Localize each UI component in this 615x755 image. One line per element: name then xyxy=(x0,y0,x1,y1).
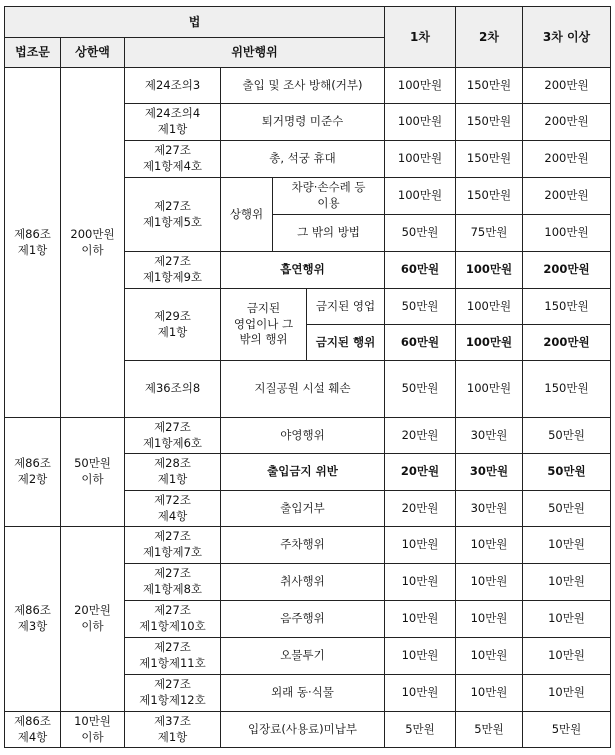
fine-second: 30만원 xyxy=(456,418,523,454)
limit-cell: 50만원 이하 xyxy=(61,418,125,527)
fine-first: 20만원 xyxy=(385,454,456,491)
fine-third: 10만원 xyxy=(523,675,611,712)
fine-third: 10만원 xyxy=(523,564,611,601)
fine-second: 10만원 xyxy=(456,601,523,638)
fine-second: 75만원 xyxy=(456,215,523,252)
limit-cell: 20만원 이하 xyxy=(61,527,125,712)
fine-second: 100만원 xyxy=(456,289,523,325)
table-row xyxy=(5,527,611,564)
header-third: 3차 이상 xyxy=(523,7,611,68)
clause-cell: 제86조 제1항 xyxy=(5,68,61,418)
fine-third: 50만원 xyxy=(523,491,611,527)
article-cell: 제37조 제1항 xyxy=(125,712,221,748)
violation-cell: 주차행위 xyxy=(221,527,385,564)
article-cell: 제72조 제4항 xyxy=(125,491,221,527)
article-cell: 제27조 제1항제11호 xyxy=(125,638,221,675)
fine-third: 150만원 xyxy=(523,289,611,325)
violation-cell: 음주행위 xyxy=(221,601,385,638)
fine-first: 10만원 xyxy=(385,564,456,601)
fine-second: 10만원 xyxy=(456,564,523,601)
fine-first: 50만원 xyxy=(385,215,456,252)
header-violation: 위반행위 xyxy=(125,38,385,68)
fine-first: 60만원 xyxy=(385,325,456,361)
fine-first: 5만원 xyxy=(385,712,456,748)
fine-second: 30만원 xyxy=(456,491,523,527)
fine-third: 200만원 xyxy=(523,141,611,178)
fine-second: 10만원 xyxy=(456,527,523,564)
fine-second: 150만원 xyxy=(456,178,523,215)
fine-first: 50만원 xyxy=(385,289,456,325)
fine-second: 30만원 xyxy=(456,454,523,491)
fine-first: 10만원 xyxy=(385,527,456,564)
violation-cell: 오물투기 xyxy=(221,638,385,675)
violation-cell: 퇴거명령 미준수 xyxy=(221,104,385,141)
fine-third: 200만원 xyxy=(523,252,611,289)
header-second: 2차 xyxy=(456,7,523,68)
violation-cell: 금지된 행위 xyxy=(307,325,385,361)
fine-first: 10만원 xyxy=(385,601,456,638)
violation-cell: 지질공원 시설 훼손 xyxy=(221,361,385,418)
table-row xyxy=(5,418,611,454)
fine-second: 150만원 xyxy=(456,68,523,104)
fine-second: 10만원 xyxy=(456,638,523,675)
fine-first: 60만원 xyxy=(385,252,456,289)
fine-third: 100만원 xyxy=(523,215,611,252)
fine-table xyxy=(4,6,611,748)
fine-third: 5만원 xyxy=(523,712,611,748)
header-law: 법 xyxy=(5,7,385,38)
article-cell: 제27조 제1항제12호 xyxy=(125,675,221,712)
article-cell: 제27조 제1항제7호 xyxy=(125,527,221,564)
fine-second: 100만원 xyxy=(456,361,523,418)
header-first: 1차 xyxy=(385,7,456,68)
article-cell: 제24조의3 xyxy=(125,68,221,104)
fine-second: 5만원 xyxy=(456,712,523,748)
violation-cell: 취사행위 xyxy=(221,564,385,601)
fine-third: 50만원 xyxy=(523,454,611,491)
fine-first: 50만원 xyxy=(385,361,456,418)
article-cell: 제36조의8 xyxy=(125,361,221,418)
fine-third: 200만원 xyxy=(523,68,611,104)
fine-first: 100만원 xyxy=(385,178,456,215)
article-cell: 제27조 제1항제4호 xyxy=(125,141,221,178)
fine-third: 50만원 xyxy=(523,418,611,454)
fine-first: 100만원 xyxy=(385,104,456,141)
fine-third: 200만원 xyxy=(523,104,611,141)
sub-category-cell: 금지된 영업이나 그 밖의 행위 xyxy=(221,289,307,361)
fine-second: 150만원 xyxy=(456,141,523,178)
clause-cell: 제86조 제2항 xyxy=(5,418,61,527)
fine-first: 100만원 xyxy=(385,141,456,178)
article-cell: 제24조의4 제1항 xyxy=(125,104,221,141)
article-cell: 제29조 제1항 xyxy=(125,289,221,361)
fine-second: 100만원 xyxy=(456,325,523,361)
clause-cell: 제86조 제4항 xyxy=(5,712,61,748)
fine-second: 150만원 xyxy=(456,104,523,141)
violation-cell: 출입거부 xyxy=(221,491,385,527)
fine-third: 10만원 xyxy=(523,638,611,675)
fine-third: 200만원 xyxy=(523,178,611,215)
table-row xyxy=(5,68,611,104)
fine-third: 10만원 xyxy=(523,527,611,564)
violation-cell: 출입금지 위반 xyxy=(221,454,385,491)
fine-third: 150만원 xyxy=(523,361,611,418)
violation-cell: 출입 및 조사 방해(거부) xyxy=(221,68,385,104)
violation-cell: 그 밖의 방법 xyxy=(273,215,385,252)
violation-cell: 총, 석궁 휴대 xyxy=(221,141,385,178)
fine-third: 10만원 xyxy=(523,601,611,638)
violation-cell: 차량·손수레 등 이용 xyxy=(273,178,385,215)
fine-first: 20만원 xyxy=(385,491,456,527)
article-cell: 제27조 제1항제6호 xyxy=(125,418,221,454)
fine-second: 10만원 xyxy=(456,675,523,712)
article-cell: 제27조 제1항제9호 xyxy=(125,252,221,289)
fine-third: 200만원 xyxy=(523,325,611,361)
article-cell: 제28조 제1항 xyxy=(125,454,221,491)
fine-first: 10만원 xyxy=(385,638,456,675)
header-limit: 상한액 xyxy=(61,38,125,68)
fine-first: 10만원 xyxy=(385,675,456,712)
violation-cell: 흡연행위 xyxy=(221,252,385,289)
violation-cell: 입장료(사용료)미납부 xyxy=(221,712,385,748)
fine-second: 100만원 xyxy=(456,252,523,289)
fine-first: 20만원 xyxy=(385,418,456,454)
article-cell: 제27조 제1항제5호 xyxy=(125,178,221,252)
article-cell: 제27조 제1항제10호 xyxy=(125,601,221,638)
header-clause: 법조문 xyxy=(5,38,61,68)
violation-cell: 외래 동·식물 xyxy=(221,675,385,712)
sub-category-cell: 상행위 xyxy=(221,178,273,252)
clause-cell: 제86조 제3항 xyxy=(5,527,61,712)
article-cell: 제27조 제1항제8호 xyxy=(125,564,221,601)
fine-first: 100만원 xyxy=(385,68,456,104)
limit-cell: 10만원 이하 xyxy=(61,712,125,748)
limit-cell: 200만원 이하 xyxy=(61,68,125,418)
violation-cell: 야영행위 xyxy=(221,418,385,454)
violation-cell: 금지된 영업 xyxy=(307,289,385,325)
table-row xyxy=(5,712,611,748)
